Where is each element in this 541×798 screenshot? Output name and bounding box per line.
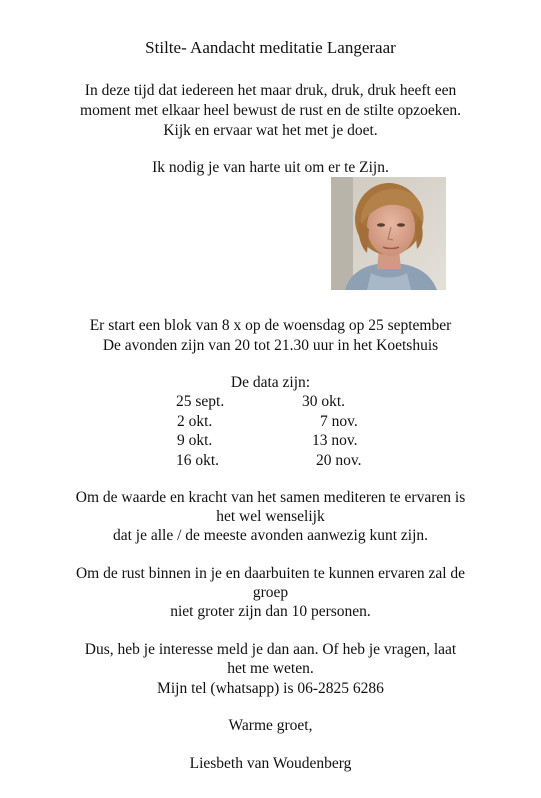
date-cell: 7 nov. — [320, 413, 358, 430]
closing-text: Warme groet, — [228, 717, 313, 734]
invite-text: Ik nodig je van harte uit om er te Zijn. — [152, 159, 389, 176]
contact-line-3: Mijn tel (whatsapp) is 06-2825 6286 — [157, 680, 384, 697]
schedule-line-2: De avonden zijn van 20 tot 21.30 uur in het Koetshuis — [102, 337, 439, 354]
group-line-2: groep — [252, 584, 289, 601]
date-cell: 9 okt. — [177, 432, 213, 449]
signature: Liesbeth van Woudenberg — [189, 755, 352, 772]
page-title: Stilte- Aandacht meditatie Langeraar — [145, 38, 396, 57]
date-cell: 2 okt. — [177, 413, 213, 430]
date-cell: 30 okt. — [302, 393, 346, 410]
intro-line-3: Kijk en ervaar wat het met je doet. — [163, 122, 378, 139]
portrait-image — [331, 177, 446, 290]
intro-line-1: In deze tijd dat iedereen het maar druk, druk, druk heeft een — [84, 82, 457, 99]
contact-line-1: Dus, heb je interesse meld je dan aan. Of heb je vragen, laat — [84, 641, 457, 658]
value-line-2: het wel wenselijk — [216, 508, 325, 525]
date-cell: 13 nov. — [312, 432, 358, 449]
value-line-1: Om de waarde en kracht van het samen mediteren te ervaren is — [75, 489, 466, 506]
group-line-1: Om de rust binnen in je en daarbuiten te kunnen ervaren zal de — [75, 565, 466, 582]
schedule-line-1: Er start een blok van 8 x op de woensdag op 25 september — [89, 317, 452, 334]
value-line-3: dat je alle / de meeste avonden aanwezig kunt zijn. — [112, 527, 429, 544]
intro-line-2: moment met elkaar heel bewust de rust en de stilte opzoeken. — [80, 102, 461, 119]
date-cell: 25 sept. — [176, 393, 225, 410]
contact-line-2: het me weten. — [227, 660, 314, 677]
portrait-photo — [331, 177, 446, 290]
group-line-3: niet groter zijn dan 10 personen. — [170, 603, 371, 620]
date-cell: 16 okt. — [176, 452, 220, 469]
date-cell: 20 nov. — [316, 452, 362, 469]
dates-heading: De data zijn: — [230, 374, 311, 391]
